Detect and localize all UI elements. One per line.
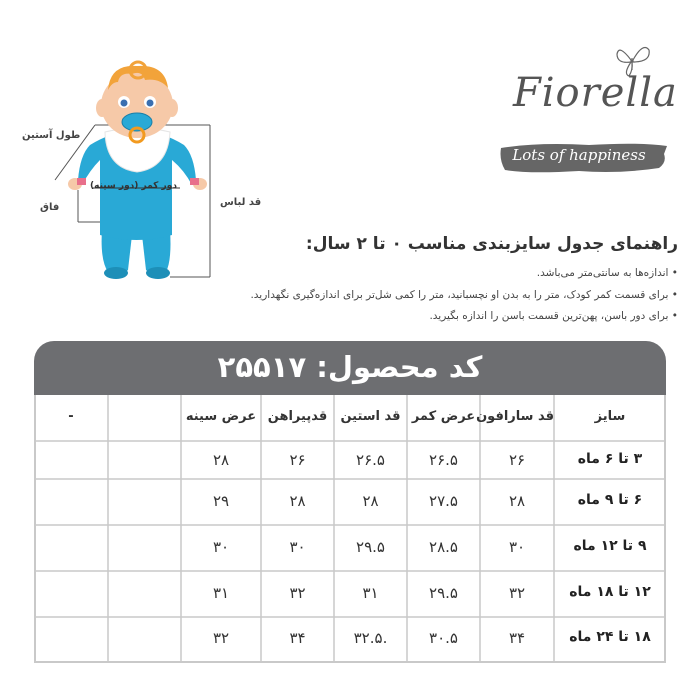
guide-item: • برای دور باسن، پهن‌ترین قسمت باسن را اندازه بگیرید.: [429, 310, 678, 322]
table-cell: ۲۸.۵: [429, 538, 458, 556]
header-chest-width: عرض سینه: [185, 409, 257, 424]
guide-list: [118, 263, 678, 328]
table-cell: ۲۶.۵: [356, 451, 385, 469]
table-cell-size: ۶ تا ۹ ماه: [577, 492, 643, 508]
table-cell: ۳۴: [289, 629, 306, 647]
table-cell: ۲۹.۵: [356, 538, 385, 556]
size-table: [34, 395, 666, 663]
table-cell-size: ۳ تا ۶ ماه: [577, 451, 643, 467]
table-cell: ۳۴: [508, 629, 526, 647]
table-cell: ۲۶: [508, 451, 526, 469]
header-dress-length: قد سارافون: [476, 409, 554, 424]
table-cell: ۳۰.۵: [429, 629, 458, 647]
table-cell: ۲۹.۵: [429, 584, 458, 602]
table-cell: ۳۰: [212, 538, 230, 556]
product-code-banner: [34, 341, 666, 395]
table-cell: ۳۲: [289, 584, 306, 602]
table-cell: ۲۸: [362, 492, 379, 510]
header-waist-width: عرض کمر: [411, 409, 476, 424]
header-extra: -: [68, 409, 74, 424]
table-cell: ۲۹: [212, 492, 230, 510]
baby-measurement-illustration: [20, 60, 262, 290]
garment-length-label: قد لباس: [220, 197, 262, 208]
header-shirt-length: قدپیراهن: [267, 409, 328, 424]
table-cell: ۲۶: [289, 451, 306, 469]
brand-name: Fiorella: [513, 70, 678, 116]
table-cell: ۳۰: [289, 538, 306, 556]
table-cell-size: ۱۸ تا ۲۴ ماه: [569, 629, 651, 645]
table-grid: [34, 395, 666, 663]
brand-logo: [495, 40, 678, 180]
table-cell: .۳۲.۵: [353, 629, 388, 647]
guide-title: راهنمای جدول سایزبندی مناسب ۰ تا ۲ سال:: [305, 234, 678, 254]
table-cell: ۲۸: [212, 451, 230, 469]
table-cell: ۲۸: [289, 492, 306, 510]
waist-chest-label: دور کمر (دور سینه): [90, 181, 177, 191]
table-cell: ۳۱: [362, 584, 379, 602]
header-sleeve-length: قد استین: [340, 409, 401, 424]
header-size: سایز: [594, 409, 626, 424]
crotch-label: فاق: [40, 202, 60, 213]
table-cell: ۳۲: [212, 629, 230, 647]
brand-tagline: Lots of happiness: [512, 146, 646, 164]
guide-item: • برای قسمت کمر کودک، متر را به بدن او نچسبانید، متر را کمی شل‌تر برای اندازه‌گیری نگهدارید.: [250, 288, 678, 301]
table-cell: ۳۰: [508, 538, 526, 556]
table-cell-size: ۱۲ تا ۱۸ ماه: [569, 584, 651, 600]
table-cell: ۲۶.۵: [429, 451, 458, 469]
table-cell: ۲۷.۵: [429, 492, 458, 510]
table-cell-size: ۹ تا ۱۲ ماه: [573, 538, 647, 554]
baby-figure-icon: [20, 60, 230, 290]
product-code: کد محصول: ۲۵۵۱۷: [217, 350, 483, 384]
sleeve-length-label: طول آستین: [22, 130, 81, 141]
table-cell: ۳۲: [508, 584, 526, 602]
table-cell: ۲۸: [508, 492, 526, 510]
table-cell: ۳۱: [212, 584, 230, 602]
guide-item: • اندازه‌ها به سانتی‌متر می‌باشد.: [536, 267, 678, 279]
